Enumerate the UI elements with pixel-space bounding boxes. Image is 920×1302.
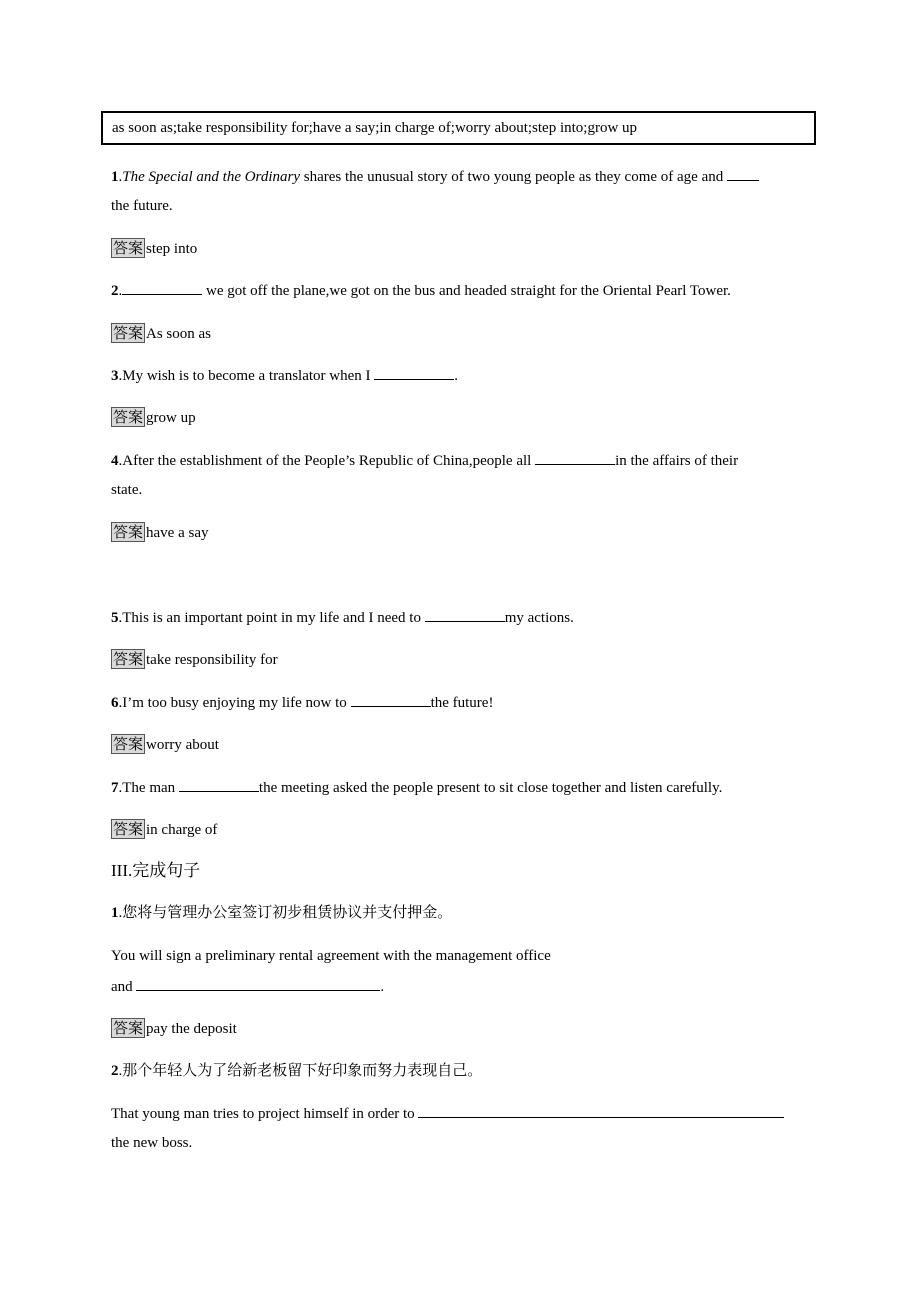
answer-6 [111, 734, 219, 755]
question-text: The man [122, 780, 179, 796]
answer-3 [111, 407, 196, 428]
answer-label: 答案 [113, 523, 144, 541]
question-number: 3 [111, 368, 119, 384]
question-4: 4.After the establishment of the People’s Republic of China,people all in the affairs of their [111, 450, 738, 471]
sentence-2-chinese [111, 1061, 482, 1081]
question-number: 1 [111, 905, 119, 921]
question-7: 7.The man the meeting asked the people present to sit close together and listen carefully. [111, 777, 722, 798]
question-text: I’m too busy enjoying my life now to [122, 695, 351, 711]
word-bank-box [101, 111, 816, 145]
book-title: The Special and the Ordinary [122, 169, 301, 185]
answer-blank [122, 280, 202, 295]
question-number: 2 [111, 1063, 119, 1079]
answer-1 [111, 238, 197, 259]
question-number: 6 [111, 695, 119, 711]
sentence-2-english [111, 1103, 784, 1124]
question-number: 2 [111, 283, 119, 299]
question-text-end: in the affairs of their [615, 453, 739, 469]
question-text-end: the future! [430, 695, 494, 711]
question-5: 5.This is an important point in my life and I need to my actions. [111, 607, 574, 628]
question-text-end: . [454, 368, 459, 384]
answer-text: grow up [146, 410, 196, 426]
answer-4 [111, 522, 208, 543]
answer-blank [727, 166, 759, 181]
answer-label: 答案 [113, 735, 144, 753]
answer-label: 答案 [113, 324, 144, 342]
answer-text: worry about [146, 737, 219, 753]
answer-blank [425, 607, 505, 622]
question-6: 6.I’m too busy enjoying my life now to the future! [111, 692, 493, 713]
question-text: shares the unusual story of two young people as they come of age and [300, 169, 727, 185]
sentence-text-end: . [380, 979, 385, 995]
answer-text: take responsibility for [146, 652, 278, 668]
question-2: 2. we got off the plane,we got on the bus and headed straight for the Oriental Pearl Tower. [111, 280, 731, 301]
answer-blank [136, 976, 380, 991]
question-text: This is an important point in my life and I need to [122, 610, 425, 626]
chinese-text: .您将与管理办公室签订初步租赁协议并支付押金。 [118, 905, 453, 921]
question-text: we got off the plane,we got on the bus and headed straight for the Oriental Pearl Tower. [202, 283, 731, 299]
question-1: 1.The Special and the Ordinary shares the unusual story of two young people as they come of age and [111, 166, 759, 187]
question-text: After the establishment of the People’s Republic of China,people all [122, 453, 536, 469]
answer-text: have a say [146, 525, 209, 541]
word-bank: as soon as;take responsibility for;have a say;in charge of;worry about;step into;grow up [112, 120, 638, 136]
answer-label: 答案 [113, 1019, 144, 1037]
question-4-line2: state. [111, 482, 143, 498]
question-number: 5 [111, 610, 119, 626]
answer-s1 [111, 1018, 237, 1039]
chinese-text: .那个年轻人为了给新老板留下好印象而努力表现自己。 [118, 1063, 483, 1079]
sentence-text: That young man tries to project himself in order to [111, 1106, 419, 1122]
answer-text: step into [146, 241, 198, 257]
question-text: My wish is to become a translator when I [122, 368, 375, 384]
section-heading: III.完成句子 [111, 861, 201, 880]
answer-blank [418, 1103, 784, 1118]
question-text-end: the meeting asked the people present to sit close together and listen carefully. [258, 780, 723, 796]
sentence-2-line2: the new boss. [111, 1135, 193, 1151]
sentence-1-english: You will sign a preliminary rental agreement with the management office [111, 948, 551, 964]
answer-7 [111, 819, 217, 840]
answer-label: 答案 [113, 820, 144, 838]
question-number: 7 [111, 780, 119, 796]
answer-blank [179, 777, 259, 792]
answer-text: pay the deposit [146, 1021, 237, 1037]
answer-2 [111, 323, 211, 344]
sentence-1-chinese [111, 903, 452, 923]
sentence-text: and [111, 979, 137, 995]
answer-5 [111, 649, 278, 670]
sentence-1-line2 [111, 976, 384, 997]
question-number: 1 [111, 169, 119, 185]
answer-blank [374, 365, 454, 380]
answer-text: As soon as [146, 326, 212, 342]
question-number: 4 [111, 453, 119, 469]
answer-label: 答案 [113, 408, 144, 426]
answer-label: 答案 [113, 650, 144, 668]
answer-label: 答案 [113, 239, 144, 257]
answer-text: in charge of [146, 822, 218, 838]
question-3: 3.My wish is to become a translator when I . [111, 365, 458, 386]
answer-blank [351, 692, 431, 707]
question-1-line2: the future. [111, 198, 173, 214]
question-text-end: my actions. [504, 610, 574, 626]
answer-blank [535, 450, 615, 465]
